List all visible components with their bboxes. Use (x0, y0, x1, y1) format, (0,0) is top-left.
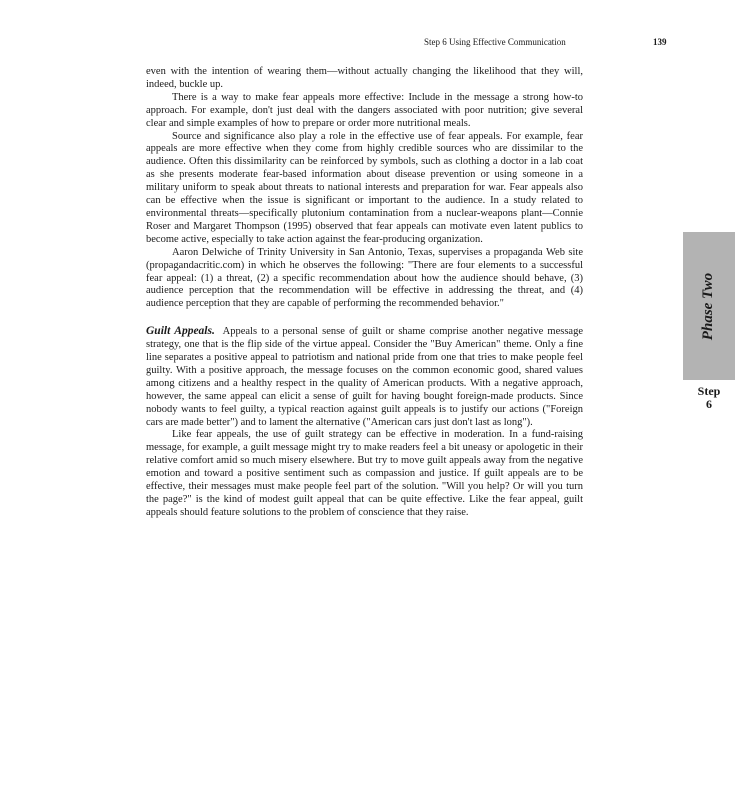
paragraph-how-to: There is a way to make fear appeals more effective: Include in the message a strong how-to approach. For example, don't just deal with the dangers associated with poor nutrition; give several clear and simple examples of how to prepare or order more nutritional meals. (146, 91, 583, 129)
page-number: 139 (653, 37, 667, 47)
step-word: Step (697, 384, 721, 398)
phase-label: Phase Two (700, 272, 717, 340)
step-label (683, 385, 735, 411)
paragraph-guilt-moderation: Like fear appeals, the use of guilt strategy can be effective in moderation. In a fund-raising message, for example, a guilt message might try to make readers feel a bit uneasy or apologetic in their relative comfort amid so much misery elsewhere. But try to move guilt appeals away from the negative emotion and toward a positive sentiment such as compassion and justice. If guilt appeals are to be effective, their messages must make people feel part of the solution. "Will you help? Or will you turn the page?" is the kind of modest guilt appeal that can be quite effective. Like the fear appeal, guilt appeals should feature solutions to the problem of conscience that they raise. (146, 429, 583, 518)
paragraph-continuation: even with the intention of wearing them—without actually changing the likelihood that they will, indeed, buckle up. (146, 66, 583, 90)
paragraph-source-significance: Source and significance also play a role in the effective use of fear appeals. For example, fear appeals are more effective when they come from highly credible sources who are dissimilar to the audience. Often this dissimilarity can be reinforced by symbols, such as clothing a doctor in a lab coat as she presents moderate fear-based information about disease prevention or using someone in a military uniform to speak about threats to national interests and preparation for war. Fear appeals also can be effective when the issue is significant or important to the audience. In a study related to environmental threats—specifically plutonium contamination from a nuclear-weapons plant—Connie Roser and Margaret Thompson (1995) observed that fear appeals can motivate even latent publics to become active, especially to take action against the fear-producing organization. (146, 130, 583, 245)
guilt-appeals-heading: Guilt Appeals. (146, 325, 215, 338)
running-head: Step 6 Using Effective Communication (424, 37, 566, 47)
guilt-appeals-paragraph (146, 325, 583, 429)
guilt-appeals-text: Appeals to a personal sense of guilt or shame comprise another negative message strategy, one that is the flip side of the virtue appeal. Consider the "Buy American" theme. Only a fine line separates a positive appeal to patriotism and national pride from one that tries to make people feel guilty. With a positive approach, the message focuses on the common economic good, shared values among citizens and a healthy respect in the quality of American products. With a negative approach, however, the same appeal can elicit a sense of guilt for having bought foreign-made products. Since nobody wants to feel guilty, a typical reaction against guilt appeals is to justify our actions ("Foreign cars are made better") and to lament the alternative ("American cars just don't last as long"). (146, 326, 583, 428)
paragraph-delwiche: Aaron Delwiche of Trinity University in San Antonio, Texas, supervises a propaganda Web site (propagandacritic.com) in which he observes the following: "There are four elements to a successful fear appeal: (1) a threat, (2) a specific recommendation about how the audience should behave, (3) audience perception that the recommendation will be effective in addressing the threat, and (4) audience perception that they are capable of performing the recommended behavior." (146, 246, 583, 310)
body-text (146, 66, 583, 520)
phase-tab (683, 232, 735, 380)
step-number: 6 (706, 397, 712, 411)
